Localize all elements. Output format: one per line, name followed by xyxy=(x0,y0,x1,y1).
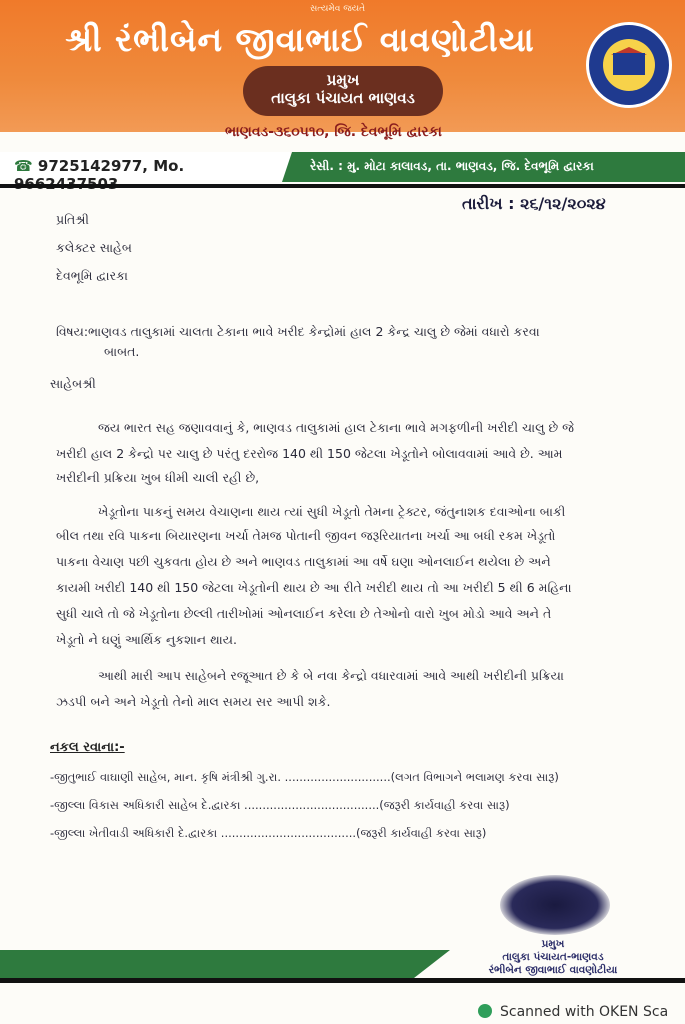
body-line: આથી મારી આપ સાહેબને રજૂઆત છે કે બે નવા કેન્દ્રો વધારવામાં આવે આથી ખરીદીની પ્રક્રિયા xyxy=(98,668,564,683)
motto-text: સત્યમેવ જયતે xyxy=(310,4,366,14)
designation-title: પ્રમુખ xyxy=(326,71,360,89)
body-line: ઝડપી બને અને ખેડૂતો તેનો માલ સમય સર આપી શકે. xyxy=(56,694,331,709)
copy-recipient: -જીલ્લા ખેતીવાડી અધિકારી દે.દ્વારકા .....................................(જરૂરી કાર્યવાહી કરવા સારૂ) xyxy=(50,826,487,840)
office-name: તાલુકા પંચાયત ભાણવડ xyxy=(271,89,415,107)
signature xyxy=(500,875,610,935)
panchayat-emblem-icon xyxy=(586,22,672,108)
body-line: જય ભારત સહ જણાવવાનું કે, ભાણવડ તાલુકામાં હાલ ટેકાના ભાવે મગફળીની ખરીદી ચાલુ છે જે xyxy=(98,420,574,435)
letter-date: તારીખ : ૨૬/૧૨/૨૦૨૪ xyxy=(462,194,606,213)
body-line: ખરીદી હાલ 2 કેન્દ્રો પર ચાલુ છે પરંતુ દરરોજ 140 થી 150 જેટલા ખેડૂતોને બોલાવવામાં આવે છે. આમ xyxy=(56,446,563,461)
recipient-line: દેવભૂમિ દ્વારકા xyxy=(56,268,128,283)
copy-recipient: -જીલ્લા વિકાસ અધિકારી સાહેબ દે.દ્વારકા .....................................(જરૂરી કાર્યવાહી કરવા સારૂ) xyxy=(50,798,510,812)
letterhead-header xyxy=(0,0,685,132)
whatsapp-icon: ☎ xyxy=(14,157,33,175)
body-line: બીલ તથા રવિ પાકના બિયારણના ખર્ચા તેમજ પોતાની જીવન જરૂરિયાતના ખર્ચા આ બધી રકમ ખેડૂતો xyxy=(56,528,556,543)
office-address: ભાણવડ-૩૬૦૫૧૦, જિ. દેવભૂમિ દ્વારકા xyxy=(225,124,442,140)
body-line: સુધી ચાલે તો જે ખેડૂતોના છેલ્લી તારીખોમાં ઓનલાઈન કરેલા છે તેઓનો વારો ખુબ મોડો આવે અને તે xyxy=(56,606,552,621)
scanner-logo-icon xyxy=(478,1004,492,1018)
residence-address: રેસી. : મુ. મોટા કાલાવડ, તા. ભાણવડ, જિ. દેવભૂમિ દ્વારકા xyxy=(310,159,594,173)
body-line: કાયમી ખરીદી 140 થી 150 જેટલા ખેડૂતોની થાય છે આ રીતે ખરીદી થાય તો આ ખરીદી 5 થી 6 મહિના xyxy=(56,580,572,595)
header-divider xyxy=(0,184,685,188)
salutation: સાહેબશ્રી xyxy=(50,376,96,391)
scanner-watermark: Scanned with OKEN Sca xyxy=(478,1004,668,1020)
subject-line: વિષય:ભાણવડ તાલુકામાં ચાલતા ટેકાના ભાવે ખરીદ કેન્દ્રોમાં હાલ 2 કેન્દ્ર ચાલુ છે જેમાં વધારો કરવા xyxy=(56,324,540,339)
contact-bar xyxy=(0,152,685,184)
sender-name: શ્રી રંભીબેન જીવાભાઈ વાવણોટીયા xyxy=(65,20,535,59)
body-line: ખરીદીની પ્રક્રિયા ખુબ ધીમી ચાલી રહી છે, xyxy=(56,470,260,485)
president-stamp: પ્રમુખ તાલુકા પંચાયત-ભાણવડ રંભીબેન જીવાભાઈ વાવણોટીયા xyxy=(488,938,618,976)
subject-line: બાબત. xyxy=(104,344,140,359)
body-line: પાકના વેચાણ પછી ચુકવતા હોય છે અને ભાણવડ તાલુકામાં આ વર્ષે ઘણા ઓનલાઈન થયેલા છે અને xyxy=(56,554,551,569)
body-line: ખેડૂતો ને ઘણું આર્થિક નુકશાન થાય. xyxy=(56,632,237,647)
body-line: ખેડૂતોના પાકનું સમય વેચાણના થાય ત્યાં સુધી ખેડૂતો તેમના ટ્રેક્ટર, જંતુનાશક દવાઓના બાકી xyxy=(98,504,566,519)
designation-pill xyxy=(243,66,443,116)
copy-recipient: -જીતુભાઈ વાઘાણી સાહેબ, માન. કૃષિ મંત્રીશ્રી ગુ.રા. .............................(લગત વિભાગને ભલામણ કરવા સારૂ) xyxy=(50,770,559,784)
copy-heading: નકલ રવાના:- xyxy=(50,740,125,755)
footer-band xyxy=(0,950,450,978)
recipient-line: પ્રતિશ્રી xyxy=(56,212,89,227)
phone-numbers: ☎ 9725142977, Mo. xyxy=(14,157,185,175)
footer-divider xyxy=(0,978,685,983)
recipient-line: કલેક્ટર સાહેબ xyxy=(56,240,132,255)
